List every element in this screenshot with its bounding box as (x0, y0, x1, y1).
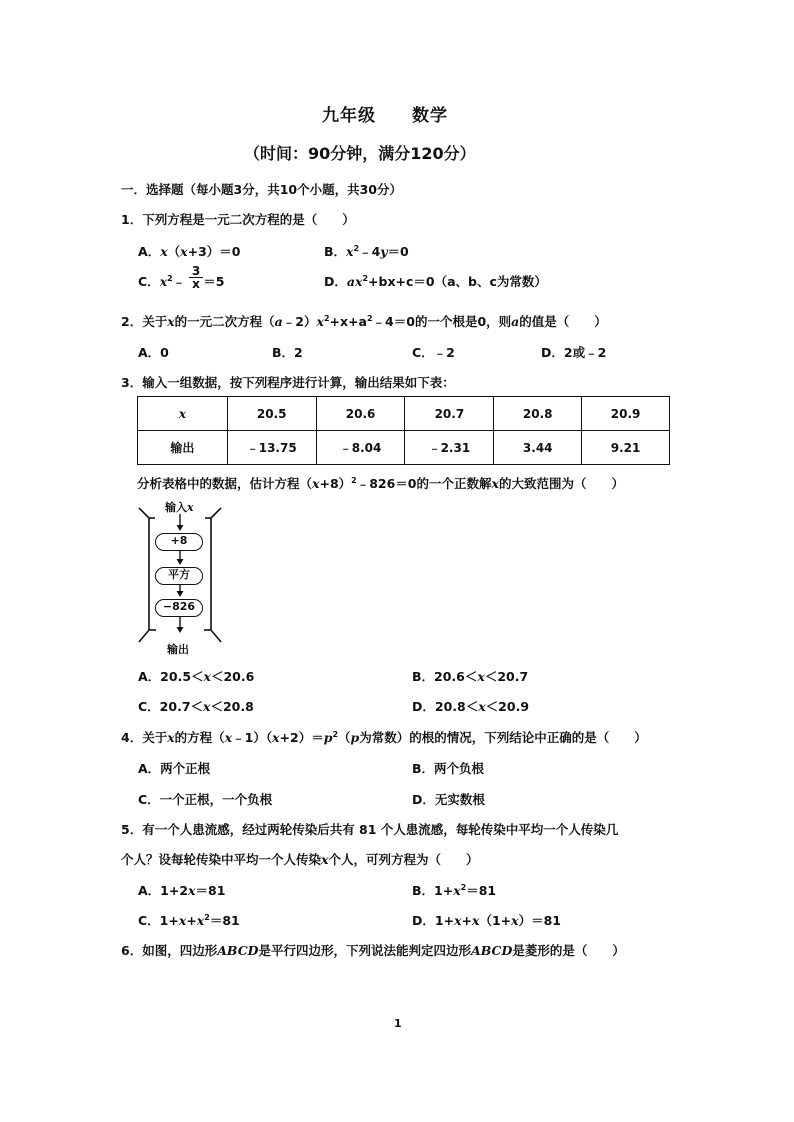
question-1-option-d: D．$ax^2+bx+c=0(a$、b、c为常数） (324, 274, 547, 289)
question-5-stem-line1: 5．有一个人患流感，经过两轮传染后共有 81 个人患流感，每轮传染中平均一个人传染几 (121, 822, 619, 837)
question-4-option-b: B．两个负根 (412, 761, 485, 776)
table-row-label: x (138, 397, 228, 431)
table-row (138, 431, 670, 465)
question-3-stem: 3．输入一组数据，按下列程序进行计算，输出结果如下表： (121, 375, 455, 390)
question-3-option-a: A．20.5＜x＜20.6 (138, 669, 255, 684)
question-4-option-a: A．两个正根 (138, 761, 211, 776)
question-3-table (137, 396, 670, 465)
question-5-option-c: C．$1+x+x^2=81$ (138, 913, 240, 928)
question-5-option-d: D．1+x+x（1+x）＝81 (412, 913, 561, 928)
question-2-stem: 2．关于x的一元二次方程$(a﹣2)x^2+x+a^2﹣4=0$的一个根是0，则a的值是（ ） (121, 314, 607, 329)
section-heading: 一．选择题（每小题3分，共10个小题，共30分） (121, 182, 402, 197)
question-1-option-c-fraction: $\frac{3}{x}$ (189, 265, 203, 291)
table-cell: 9.21 (582, 431, 670, 465)
table-cell: 20.5 (227, 397, 316, 431)
question-6-stem: 6．如图，四边形ABCD是平行四边形，下列说法能判定四边形ABCD是菱形的是（ ） (121, 943, 625, 958)
question-2-option-d: D．2或﹣2 (541, 345, 607, 360)
question-2-option-b: B．2 (272, 345, 303, 360)
table-cell: 20.7 (405, 397, 494, 431)
table-cell: ﹣2.31 (405, 431, 494, 465)
question-2-option-a: A．0 (138, 345, 169, 360)
question-5-stem-line2: 个人？设每轮传染中平均一个人传染x个人，可列方程为（ ） (121, 852, 479, 867)
table-cell: 3.44 (494, 431, 582, 465)
flowchart-step-subtract: −826 (155, 599, 203, 617)
question-3-option-d: D．20.8＜x＜20.9 (412, 699, 530, 714)
question-5-option-b: B．$1+x^2=81$ (412, 883, 497, 898)
question-2-option-c: C．﹣2 (412, 345, 455, 360)
page-title: 九年级 数学 (322, 106, 448, 126)
flowchart-output-label: 输出 (167, 643, 189, 656)
question-3-option-b: B．20.6＜x＜20.7 (412, 669, 529, 684)
table-cell: 20.9 (582, 397, 670, 431)
page-number: 1 (394, 1017, 402, 1030)
question-4-option-d: D．无实数根 (412, 792, 485, 807)
question-1-stem: 1．下列方程是一元二次方程的是（ ） (121, 212, 355, 227)
table-cell: ﹣8.04 (316, 431, 405, 465)
table-cell: 20.8 (494, 397, 582, 431)
question-3-option-c: C．20.7＜x＜20.8 (138, 699, 254, 714)
flowchart-step-add: +8 (155, 533, 203, 551)
table-row-label: 输出 (138, 431, 228, 465)
question-1-option-b: B．$x^2﹣4y=0$ (324, 244, 409, 259)
table-row (138, 397, 670, 431)
question-1-option-c: C．$x^2﹣ =5$ (138, 274, 225, 289)
table-cell: ﹣13.75 (227, 431, 316, 465)
question-4-stem: 4．关于x的方程$(x﹣1)(x+2)=p^2(p$为常数）的根的情况，下列结论中正确的是（ ） (121, 730, 647, 745)
flowchart-step-square: 平方 (155, 567, 203, 585)
question-1-option-a: A．x（x+3）＝0 (138, 244, 241, 259)
question-4-option-c: C．一个正根，一个负根 (138, 792, 273, 807)
flowchart-input-label: 输入x (165, 501, 194, 514)
table-cell: 20.6 (316, 397, 405, 431)
question-3-analysis: 分析表格中的数据，估计方程$(x+8)^2﹣826=0$的一个正数解x的大致范围为（ ） (137, 476, 624, 491)
question-5-option-a: A．1+2x＝81 (138, 883, 226, 898)
page-subtitle: （时间：90分钟，满分120分） (244, 144, 476, 163)
